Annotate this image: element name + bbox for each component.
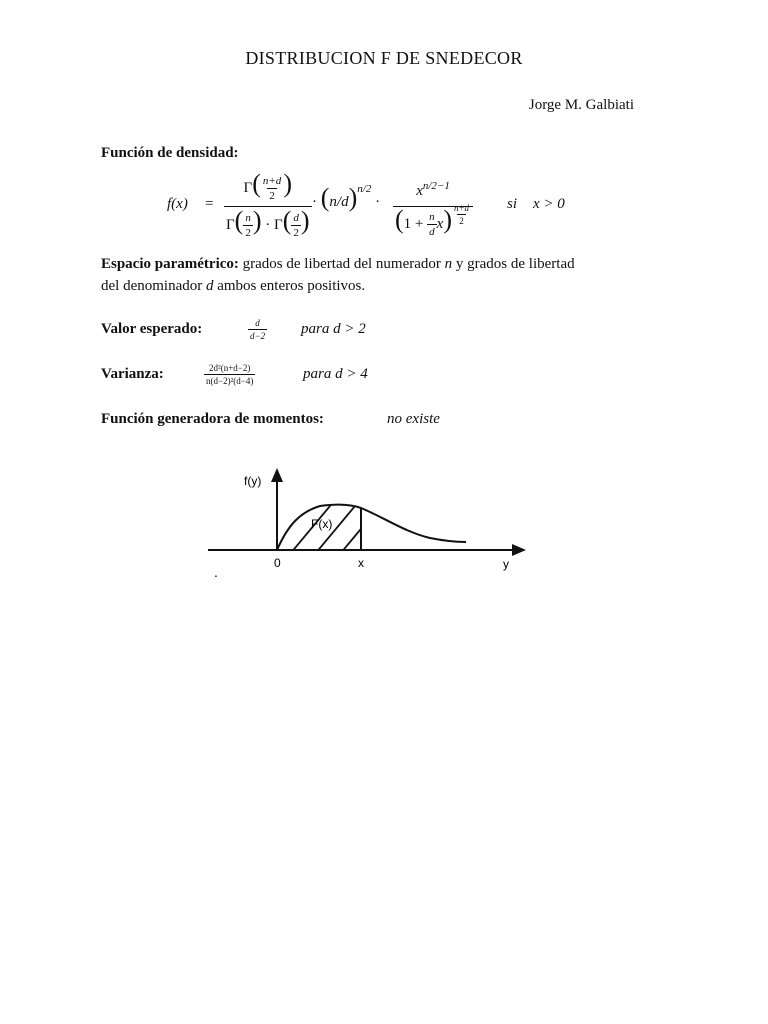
- expected-label: Valor esperado:: [101, 321, 203, 337]
- n-over-d-power: · $(n/d)^{n/2}$ ·: [312, 183, 381, 212]
- param-space-line-2: del denominador d ambos enteros positivos.: [101, 278, 366, 294]
- page-title: DISTRIBUCION F DE SNEDECOR: [245, 48, 523, 68]
- frac-d-over-2: $\frac{d}{2}$: [293, 212, 299, 240]
- frac-n-plus-d-over-2: $\frac{n+d}{2}$: [262, 175, 282, 203]
- density-equals: =: [205, 196, 214, 212]
- x-fraction: $x^{n/2-1}$ (1 + $\frac{n}{d}$ x) $^{\frac{n+d}{2}}$: [393, 180, 473, 238]
- stray-dot: .: [214, 564, 218, 580]
- mgf-label: Función generadora de momentos:: [101, 411, 324, 427]
- variance-condition: para d > 4: [303, 366, 368, 382]
- x-axis-arrow-icon: [512, 544, 526, 556]
- condition-si: si: [507, 196, 518, 212]
- param-space-line-1: Espacio paramétrico: grados de libertad del numerador n y grados de libertad: [101, 256, 575, 272]
- gamma-symbol: Γ: [243, 180, 253, 196]
- variance-label: Varianza:: [101, 366, 164, 382]
- gamma-fraction: Γ( $\frac{n+d}{2}$ ) Γ( $\frac{n}{2}$ ) · Γ( $\frac{d}{2}$ ): [226, 169, 310, 240]
- density-lhs: [167, 196, 188, 213]
- tick-zero: 0: [274, 556, 281, 570]
- condition-x-gt-0: x > 0: [533, 196, 565, 212]
- x-axis-label: y: [503, 557, 509, 571]
- y-axis-label: f(y): [244, 474, 262, 488]
- tick-x: x: [358, 556, 364, 570]
- param-space-label: Espacio paramétrico:: [101, 256, 239, 272]
- density-curve: [277, 505, 466, 550]
- y-axis-arrow-icon: [271, 468, 283, 482]
- density-label: Función de densidad:: [101, 145, 239, 161]
- f-distribution-figure: [200, 460, 540, 590]
- expected-fraction: $\frac{d}{d-2}$: [250, 318, 266, 341]
- frac-n-over-2: $\frac{n}{2}$: [245, 212, 251, 240]
- author: Jorge M. Galbiati: [528, 97, 634, 113]
- density-lhs-fx: f(x): [167, 196, 188, 212]
- variance-fraction: $\frac{\text{2d²(n+d−2)}}{\text{n(d−2)²(d−4)}}$: [206, 363, 254, 386]
- expected-condition: para d > 2: [301, 321, 366, 337]
- area-label: F(x): [311, 517, 333, 531]
- mgf-value: no existe: [387, 411, 440, 427]
